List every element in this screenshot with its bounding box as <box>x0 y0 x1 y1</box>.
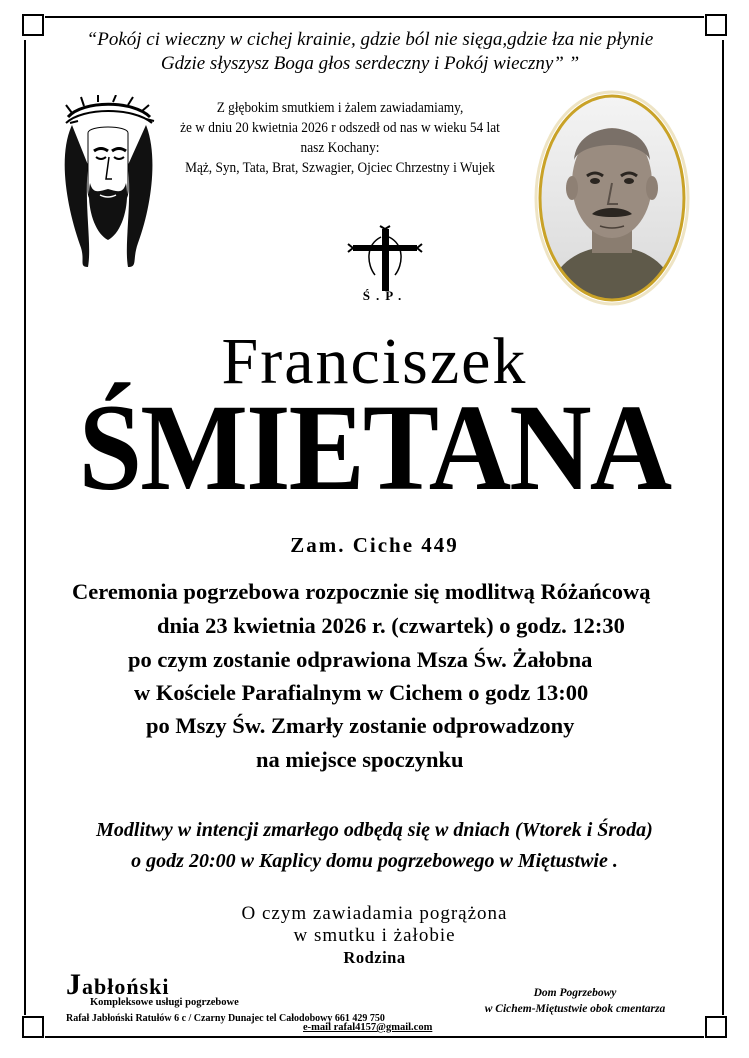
ceremony-line-2: dnia 23 kwietnia 2026 r. (czwartek) o godz. 12:30 <box>157 613 625 638</box>
first-name: Franciszek <box>221 325 528 398</box>
funeral-home-line-1: Dom Pogrzebowy <box>533 987 617 999</box>
company-name <box>66 968 446 1001</box>
sp-caption: Ś.P. <box>362 288 408 303</box>
corner-bottom-right <box>705 1016 727 1038</box>
ceremony-line-6: na miejsce spoczynku <box>256 747 464 772</box>
prayers-line-1: Modlitwy w intencji zmarłego odbędą się w dniach (Wtorek i Środa) <box>96 819 653 841</box>
corner-bottom-left <box>22 1016 44 1038</box>
family-notice <box>0 903 749 969</box>
funeral-home-line-2: w Cichem-Miętustwie obok cmentarza <box>484 1003 666 1015</box>
family-line-2: w smutku i żałobie <box>293 925 456 946</box>
company-name-initial: J <box>66 968 82 1001</box>
company-name-rest: abłoński <box>82 974 170 999</box>
company-address: Rafał Jabłoński Ratułów 6 c / Czarny Dunajec tel Całodobowy 661 429 750 <box>66 1013 385 1024</box>
company-email[interactable]: e-mail rafal4157@gmail.com <box>303 1022 433 1033</box>
frame-bottom <box>45 1036 704 1038</box>
memorial-quote <box>40 28 700 76</box>
company-subtitle: Kompleksowe usługi pogrzebowe <box>90 997 239 1008</box>
jesus-crown-of-thorns-icon <box>58 95 158 270</box>
family-line-1: O czym zawiadamia pogrążona <box>241 903 508 924</box>
prayers-line-2: o godz 20:00 w Kaplicy domu pogrzebowego w Miętustwie . <box>131 850 618 872</box>
residence-address: Zam. Ciche 449 <box>290 533 459 557</box>
family-signature: Rodzina <box>343 948 406 967</box>
corner-top-right <box>705 14 727 36</box>
funeral-company <box>66 968 446 1026</box>
ceremony-line-4: w Kościele Parafialnym w Cichem o godz 13:00 <box>134 680 589 705</box>
ceremony-line-3: po czym zostanie odprawiona Msza Św. Żałobna <box>128 647 593 672</box>
funeral-home-note <box>455 985 695 1017</box>
intro-line-1: Z głębokim smutkiem i żalem zawiadamiamy, <box>216 100 464 116</box>
ceremony-line-5: po Mszy Św. Zmarły zostanie odprowadzony <box>146 713 575 738</box>
prayer-details <box>0 815 749 877</box>
announcement-intro <box>165 98 515 178</box>
ceremony-line-1: Ceremonia pogrzebowa rozpocznie się modlitwą Różańcową <box>72 579 651 604</box>
intro-line-2: że w dniu 20 kwietnia 2026 r odszedł od nas w wieku 54 lat <box>180 120 500 136</box>
last-name: ŚMIETANA <box>78 379 671 516</box>
frame-top <box>45 16 704 18</box>
quote-line-2: Gdzie słyszysz Boga głos serdeczny i Pokój wieczny” ” <box>160 53 580 74</box>
quote-line-1: “Pokój ci wieczny w cichej krainie, gdzie ból nie sięga,gdzie łza nie płynie <box>86 29 654 50</box>
portrait-photo <box>532 88 692 308</box>
intro-line-3: nasz Kochany: <box>300 140 380 156</box>
intro-line-4: Mąż, Syn, Tata, Brat, Szwagier, Ojciec Chrzestny i Wujek <box>185 160 495 176</box>
